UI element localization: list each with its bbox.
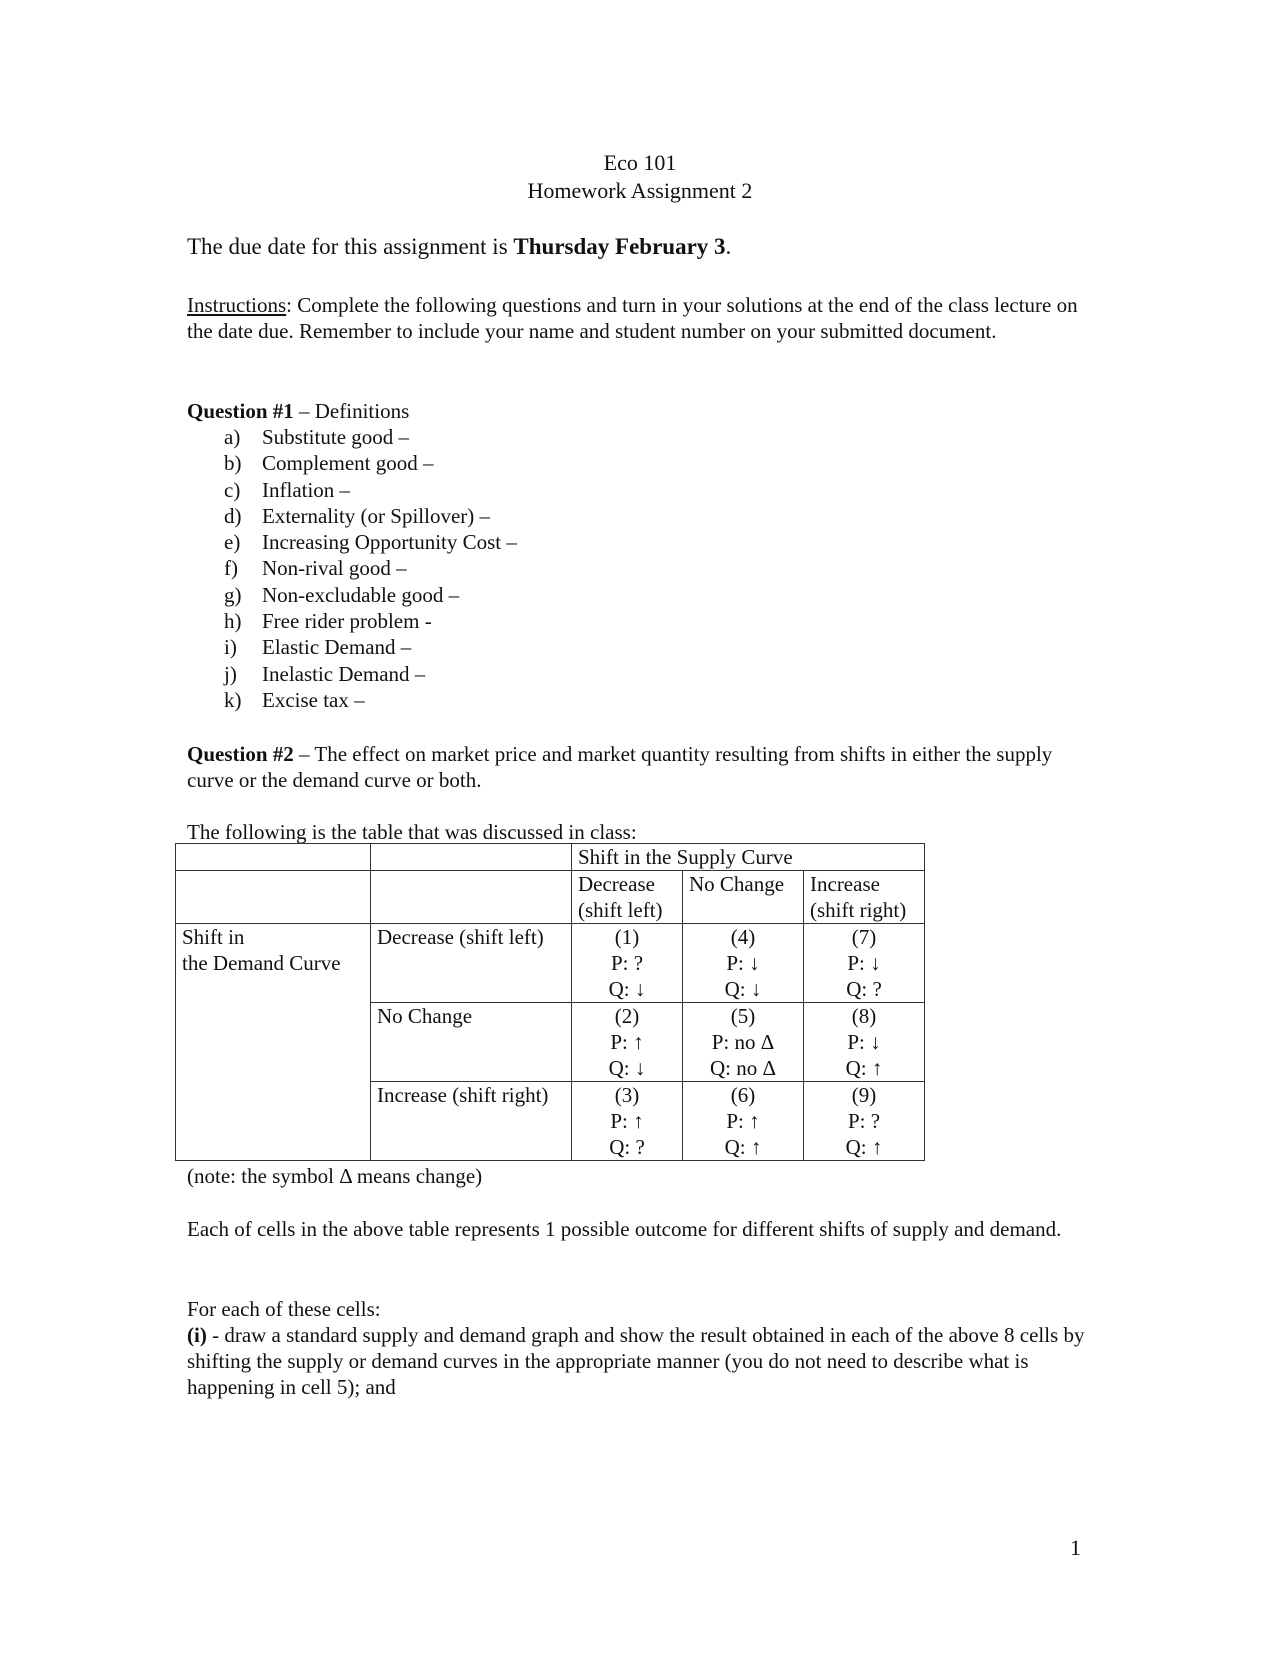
due-suffix: . [725, 234, 732, 259]
instructions-paragraph [187, 292, 1087, 344]
table-cell [371, 844, 572, 871]
list-text: Inelastic Demand – [262, 661, 426, 686]
list-item [224, 503, 517, 529]
cell-quantity: Q: ? [846, 977, 882, 1001]
cell-price: P: ↑ [610, 1030, 644, 1054]
cell-number: (6) [730, 1083, 756, 1107]
cell-price: P: ? [847, 1109, 881, 1133]
cell-quantity: Q: ↑ [845, 1056, 883, 1080]
table-row [176, 844, 925, 871]
list-text: Inflation – [262, 477, 351, 502]
list-letter: f) [224, 556, 238, 581]
each-cell-paragraph: Each of cells in the above table represents 1 possible outcome for different shifts of supply and demand. [187, 1217, 1062, 1241]
question1-label: Question #1 [187, 399, 294, 423]
list-item [224, 661, 517, 687]
list-text: Non-rival good – [262, 556, 407, 581]
cell-price: P: ↓ [847, 1030, 881, 1054]
list-item [224, 424, 517, 450]
part-i-paragraph [187, 1322, 1087, 1400]
list-text: Complement good – [262, 451, 434, 476]
list-item [224, 555, 517, 581]
question1-title: – Definitions [293, 399, 410, 423]
list-letter: b) [224, 451, 242, 476]
cell-number: (7) [851, 925, 877, 949]
cell-quantity: Q: ↓ [724, 977, 762, 1001]
demand-header-line2: the Demand Curve [182, 951, 341, 975]
cell-number: (4) [730, 925, 756, 949]
outcome-cell [572, 924, 683, 1003]
list-letter: a) [224, 425, 241, 449]
due-prefix: The due date for this assignment is [187, 234, 514, 259]
outcome-cell [572, 1003, 683, 1082]
table-cell [371, 871, 572, 924]
row-label: Increase (shift right) [371, 1082, 572, 1161]
col-header-decrease: Decrease (shift left) [572, 871, 683, 924]
cell-number: (1) [614, 925, 640, 949]
list-text: Excise tax – [262, 687, 365, 712]
cell-quantity: Q: ↑ [724, 1135, 762, 1159]
list-text: Elastic Demand – [262, 635, 412, 660]
list-letter: i) [224, 635, 237, 660]
instructions-label: Instructions [187, 293, 287, 317]
cell-price: P: ↓ [847, 951, 881, 975]
list-item [224, 582, 517, 608]
list-letter: j) [224, 661, 237, 686]
list-letter: g) [224, 582, 242, 607]
list-letter: c) [224, 477, 241, 502]
question1-heading [187, 398, 1087, 424]
outcome-cell [804, 1082, 925, 1161]
col-header-no-change: No Change [683, 871, 804, 924]
list-item [224, 529, 517, 555]
part-i-text: - draw a standard supply and demand graph and show the result obtained in each of the above 8 cells by shifting the supply or demand curves in the appropriate manner (you do not need to describe what is happening in cell 5); and [187, 1323, 1085, 1399]
demand-header [176, 924, 371, 1161]
for-each-line: For each of these cells: [187, 1297, 381, 1321]
list-item [224, 687, 517, 713]
cell-quantity: Q: ↓ [608, 1056, 646, 1080]
outcome-cell [683, 924, 804, 1003]
list-item [224, 450, 517, 476]
table-note: (note: the symbol Δ means change) [187, 1164, 483, 1188]
list-text: Non-excludable good – [262, 582, 460, 607]
question2-paragraph [187, 741, 1087, 793]
question2-text: – The effect on market price and market quantity resulting from shifts in either the supply curve or the demand curve or both. [187, 742, 1053, 792]
row-label: No Change [371, 1003, 572, 1082]
cell-number: (3) [614, 1083, 640, 1107]
cell-price: P: ↑ [726, 1109, 760, 1133]
cell-quantity: Q: ↓ [608, 977, 646, 1001]
cell-quantity: Q: ? [609, 1135, 645, 1159]
row-label: Decrease (shift left) [371, 924, 572, 1003]
list-text: Increasing Opportunity Cost – [262, 530, 517, 555]
cell-quantity: Q: ↑ [845, 1135, 883, 1159]
cell-number: (8) [851, 1004, 877, 1028]
table-row [176, 924, 925, 1003]
instructions-text: : Complete the following questions and turn in your solutions at the end of the class lecture on the date due. Remember to include your name and student number on your submitted document. [187, 293, 1078, 343]
table-row [176, 871, 925, 924]
question2-label: Question #2 [187, 742, 294, 766]
list-text: Externality (or Spillover) – [262, 503, 491, 528]
definitions-list [224, 424, 517, 713]
cell-number: (9) [851, 1083, 877, 1107]
cell-price: P: ? [610, 951, 644, 975]
list-letter: d) [224, 503, 242, 528]
list-letter: e) [224, 530, 241, 555]
cell-price: P: ↑ [610, 1109, 644, 1133]
list-text: Free rider problem - [262, 609, 432, 634]
list-item [224, 634, 517, 660]
col-header-increase: Increase (shift right) [804, 871, 925, 924]
list-letter: k) [224, 687, 242, 712]
list-item [224, 477, 517, 503]
outcome-cell [572, 1082, 683, 1161]
outcome-cell [804, 924, 925, 1003]
part-i-label: (i) [187, 1323, 207, 1347]
list-item [224, 608, 517, 634]
outcome-cell [683, 1082, 804, 1161]
page-number: 1 [1070, 1535, 1081, 1560]
supply-header: Shift in the Supply Curve [572, 844, 925, 871]
supply-demand-table [175, 843, 925, 1161]
list-text: Substitute good – [262, 425, 410, 449]
cell-price: P: ↓ [726, 951, 760, 975]
cell-quantity: Q: no Δ [709, 1056, 776, 1080]
course-title: Eco 101 [603, 150, 677, 175]
table-cell [176, 871, 371, 924]
assignment-title: Homework Assignment 2 [527, 178, 753, 203]
cell-price: P: no Δ [711, 1030, 775, 1054]
cell-number: (2) [614, 1004, 640, 1028]
table-cell [176, 844, 371, 871]
demand-header-line1: Shift in [182, 925, 245, 949]
cell-number: (5) [730, 1004, 756, 1028]
due-date: Thursday February 3 [513, 234, 726, 259]
outcome-cell [804, 1003, 925, 1082]
due-date-line [187, 234, 1087, 260]
outcome-cell [683, 1003, 804, 1082]
list-letter: h) [224, 609, 242, 634]
table-caption: The following is the table that was discussed in class: [187, 820, 637, 844]
